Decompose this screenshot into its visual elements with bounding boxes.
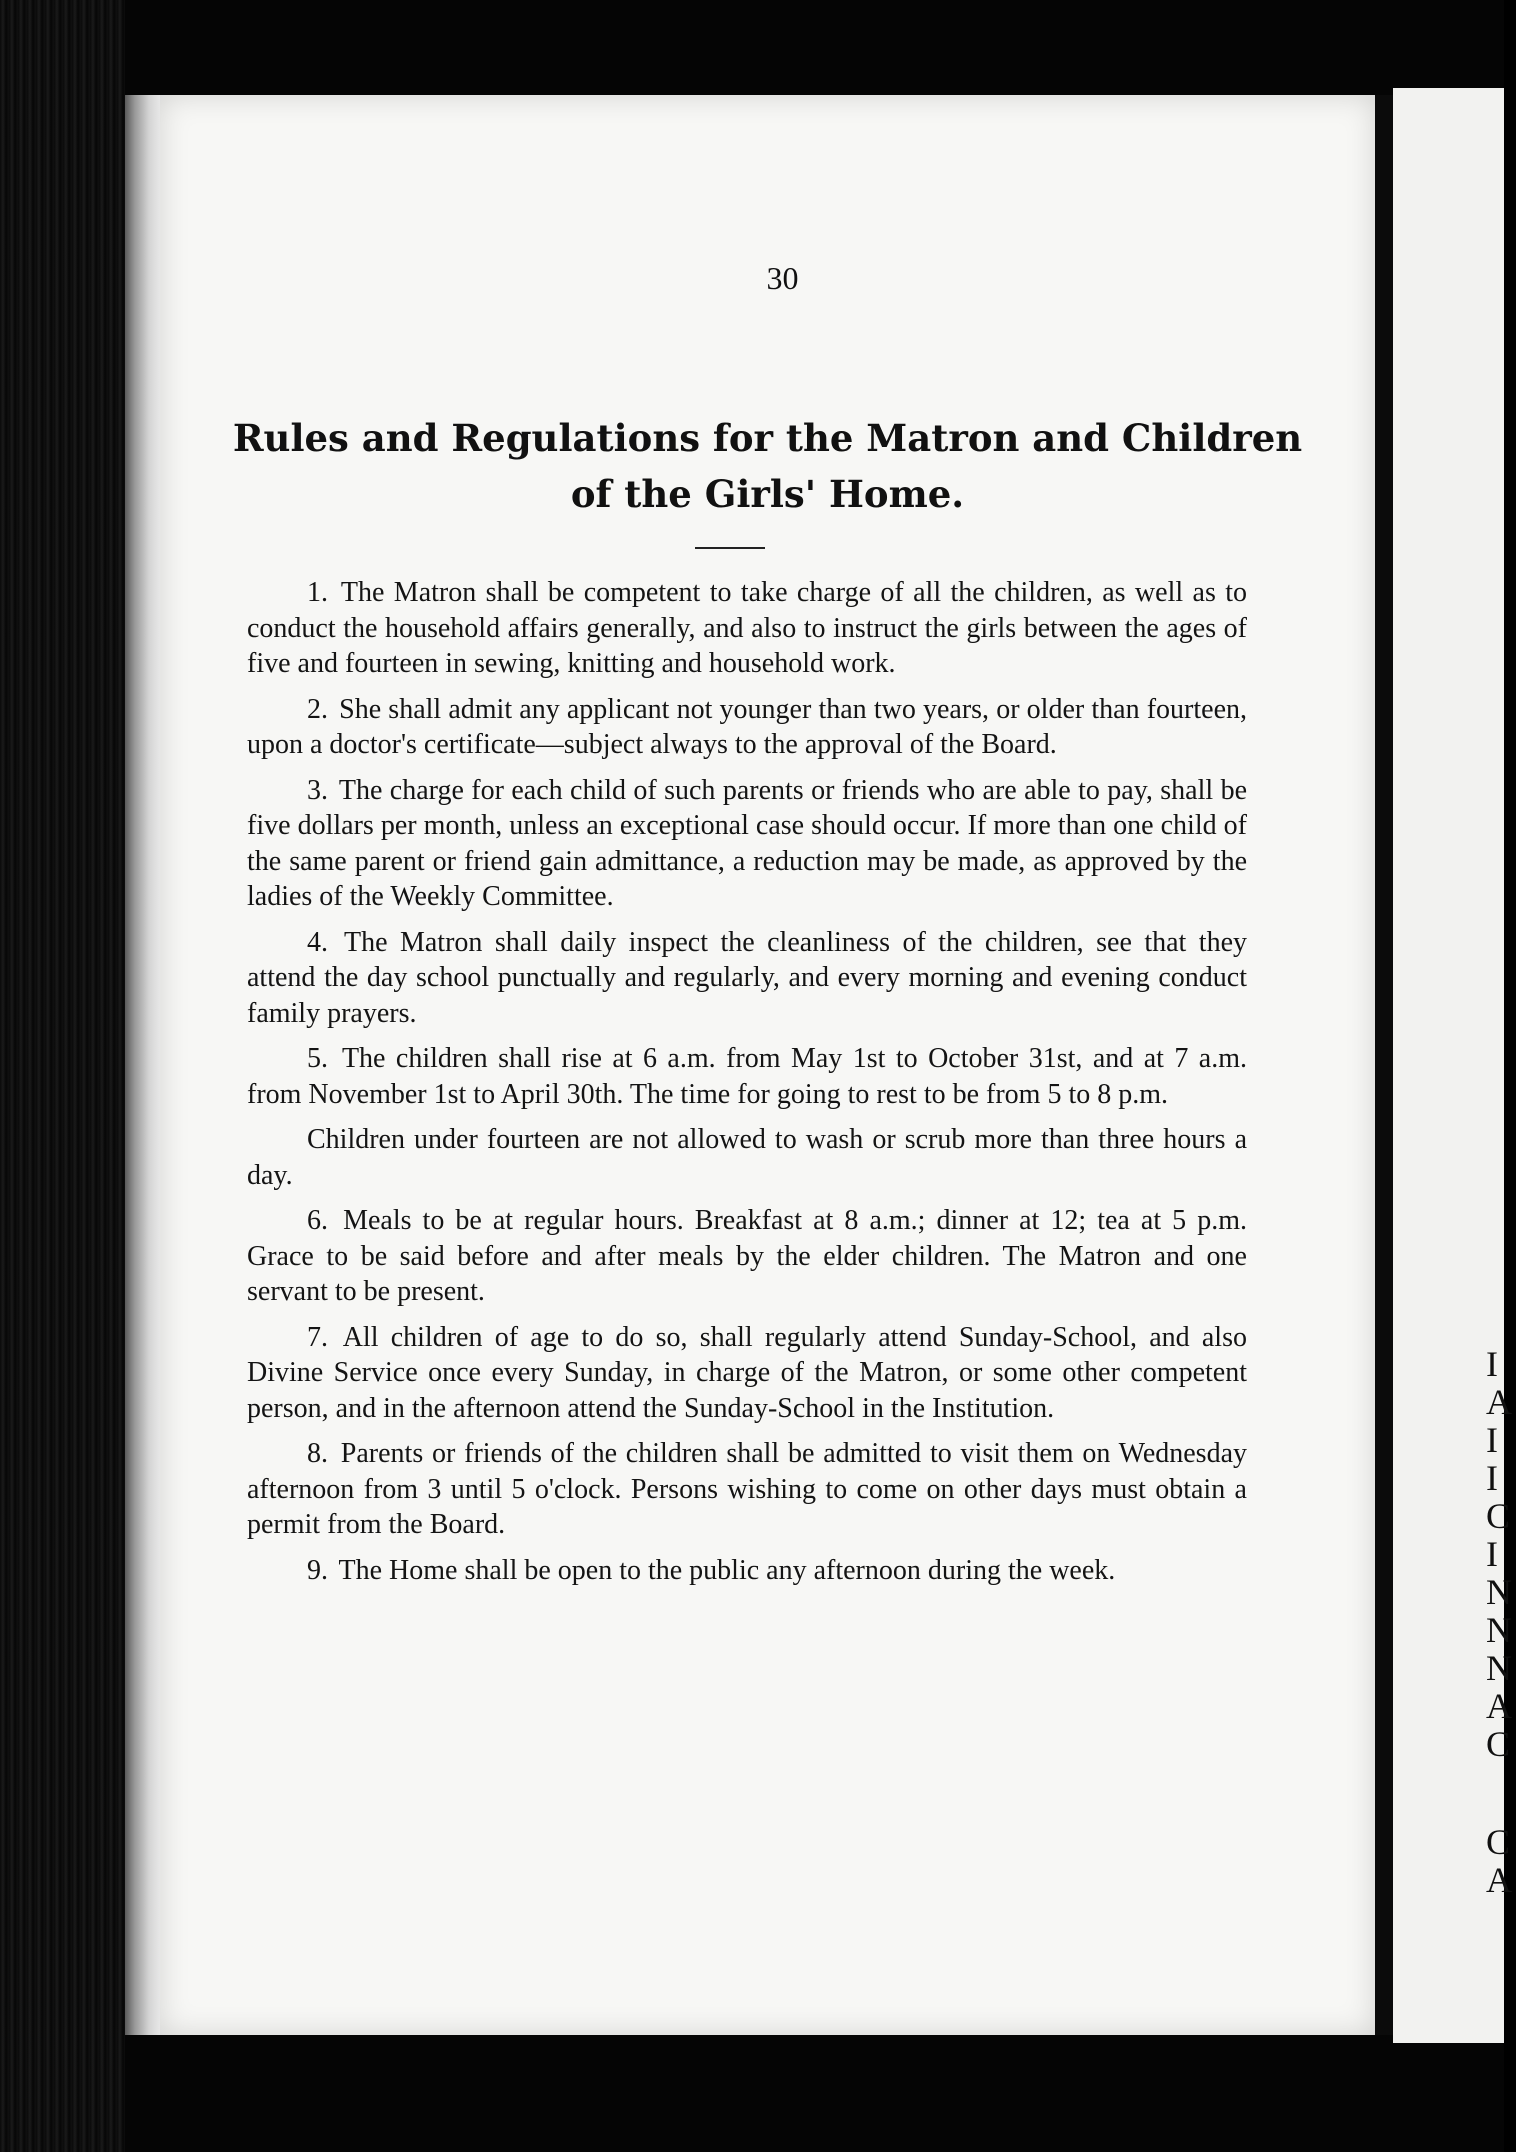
- facing-letter: I: [1486, 1534, 1498, 1574]
- rule-text: The Home shall be open to the public any afternoon during the week.: [338, 1554, 1116, 1586]
- facing-letter: N: [1486, 1648, 1512, 1688]
- rule-number: 3.: [307, 774, 328, 806]
- book-binding: [0, 0, 125, 2152]
- facing-letter: C: [1486, 1724, 1511, 1764]
- rule-number: 1.: [307, 577, 328, 608]
- rule-paragraph-2: [247, 692, 1247, 763]
- title-divider: [695, 547, 765, 549]
- facing-letter: I: [1486, 1420, 1498, 1460]
- facing-letter: I: [1486, 1458, 1498, 1498]
- rule-paragraph-8: [247, 1436, 1247, 1543]
- rule-text: Parents or friends of the children shall be admitted to visit them on Wednesday afternoon from 3 until 5 o'clock. Persons wishing to come on other days must obtain a permit from the Board.: [247, 1438, 1247, 1540]
- rule-paragraph-4: [247, 925, 1247, 1032]
- rule-text: She shall admit any applicant not younger than two years, or older than fourteen, upon a doctor's certificate—subject always to the approval of the Board.: [247, 693, 1248, 760]
- title-line-2: of the Girls' Home.: [570, 472, 965, 516]
- facing-letter: N: [1486, 1610, 1512, 1650]
- rule-text: Children under fourteen are not allowed to wash or scrub more than three hours a day.: [247, 1124, 1247, 1191]
- rule-text: Meals to be at regular hours. Breakfast at 8 a.m.; dinner at 12; tea at 5 p.m. Grace to be said before and after meals by the elder children. The Matron and one servant to be present.: [247, 1205, 1247, 1307]
- spread-gap: [1375, 95, 1393, 2035]
- book-page: [160, 95, 1375, 2035]
- rule-paragraph-1: [247, 575, 1247, 682]
- facing-letter: A: [1486, 1686, 1512, 1726]
- rule-text: All children of age to do so, shall regularly attend Sunday-School, and also Divine Service once every Sunday, in charge of the Matron, or some other competent person, and in the afternoon attend the Sunday-School in the Institution.: [247, 1321, 1247, 1424]
- rule-text: The Matron shall be competent to take charge of all the children, as well as to conduct the household affairs generally, and also to instruct the girls between the ages of five and fourteen in sewing, knitting and household work.: [247, 577, 1248, 679]
- page-title: [220, 410, 1315, 522]
- facing-spacer: [1486, 1763, 1516, 1823]
- rule-paragraph-5: [247, 1041, 1247, 1112]
- page-edge-shadow: [125, 95, 165, 2035]
- rule-number: 2.: [307, 693, 328, 725]
- rule-number: 4.: [307, 926, 328, 958]
- rule-number: 7.: [307, 1321, 328, 1353]
- rule-number: 5.: [307, 1043, 328, 1074]
- title-line-1: Rules and Regulations for the Matron and Children: [232, 416, 1303, 460]
- rules-list: [247, 575, 1247, 1598]
- rule-text: The charge for each child of such parents or friends who are able to pay, shall be five dollars per month, unless an exceptional case should occur. If more than one child of the same parent or friend gain admittance, a reduction may be made, as approved by the ladies of the Weekly Committee.: [247, 774, 1247, 912]
- rule-paragraph-3: [247, 773, 1247, 915]
- rule-paragraph-9: [247, 1553, 1247, 1589]
- facing-letter: A: [1486, 1860, 1512, 1900]
- facing-letter: I: [1486, 1344, 1498, 1384]
- rule-number: 6.: [307, 1205, 328, 1236]
- rule-paragraph-6: [247, 1203, 1247, 1310]
- rule-text: The Matron shall daily inspect the cleanliness of the children, see that they attend the day school punctually and regularly, and every morning and evening conduct family prayers.: [247, 926, 1247, 1029]
- rule-text: The children shall rise at 6 a.m. from May 1st to October 31st, and at 7 a.m. from November 1st to April 30th. The time for going to rest to be from 5 to 8 p.m.: [247, 1043, 1247, 1110]
- rule-paragraph-5-note: [247, 1122, 1247, 1193]
- facing-letter: C: [1486, 1822, 1511, 1862]
- rule-number: 8.: [307, 1438, 328, 1469]
- rule-number: 9.: [307, 1554, 328, 1586]
- facing-letter: A: [1486, 1382, 1512, 1422]
- facing-page-text: [1486, 1345, 1516, 1899]
- facing-letter: N: [1486, 1572, 1512, 1612]
- facing-letter: C: [1486, 1496, 1511, 1536]
- page-number: 30: [766, 260, 799, 296]
- rule-paragraph-7: [247, 1320, 1247, 1427]
